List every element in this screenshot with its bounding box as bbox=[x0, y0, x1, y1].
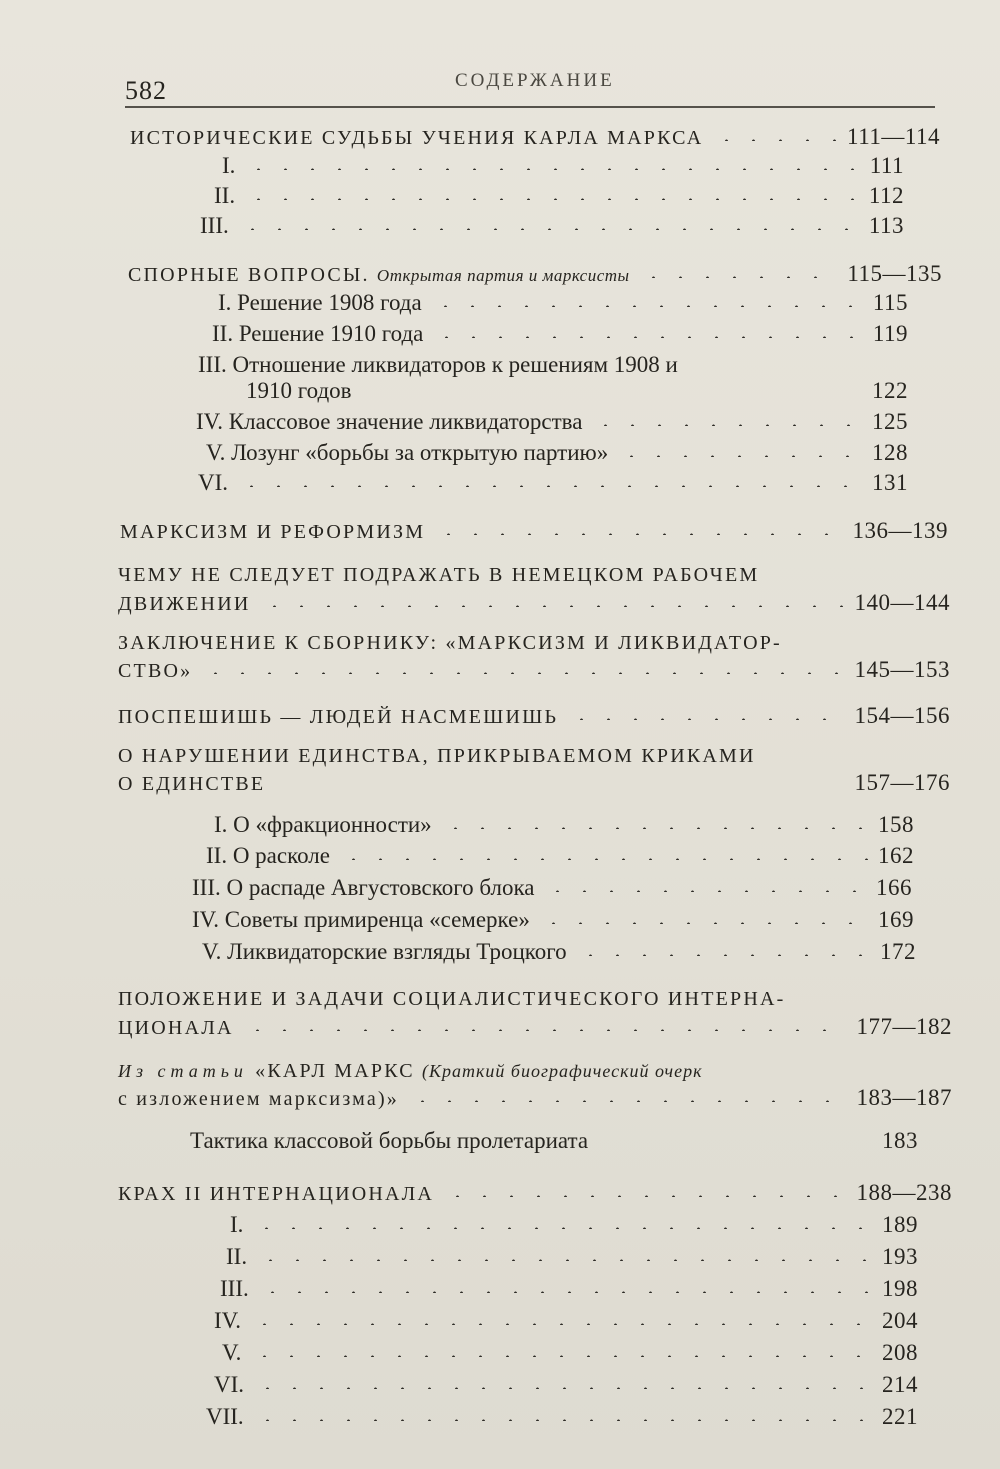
toc-entry-socialist-international bbox=[118, 1014, 952, 1040]
toc-subitem-page: 221 bbox=[882, 1404, 918, 1429]
toc-subitem-label: III. bbox=[200, 213, 229, 238]
toc-entry-title: ЦИОНАЛА bbox=[118, 1017, 234, 1039]
toc-subitem-label: II. Решение 1910 года bbox=[212, 321, 424, 346]
leader-dots bbox=[202, 672, 844, 674]
toc-entry-title-line: ЧЕМУ НЕ СЛЕДУЕТ ПОДРАЖАТЬ В НЕМЕЦКОМ РАБОЧЕМ bbox=[118, 564, 760, 586]
toc-subitem bbox=[192, 875, 912, 901]
toc-entry-title: МАРКСИЗМ И РЕФОРМИЗМ bbox=[120, 521, 426, 543]
leader-dots bbox=[238, 485, 862, 487]
leader-dots bbox=[433, 336, 862, 338]
leader-dots bbox=[251, 1355, 872, 1357]
toc-entry-subtitle: (Краткий биографический очерк bbox=[422, 1061, 703, 1081]
toc-subitem bbox=[206, 1404, 918, 1430]
toc-subitem-label: I. О «фракционности» bbox=[214, 812, 432, 837]
leader-dots bbox=[442, 827, 868, 829]
leader-dots bbox=[244, 1029, 847, 1031]
toc-entry-title-line: ПОЛОЖЕНИЕ И ЗАДАЧИ СОЦИАЛИСТИЧЕСКОГО ИНТЕРНА- bbox=[118, 988, 786, 1010]
toc-subitem-page: 122 bbox=[872, 378, 908, 403]
toc-entry-pages: 188—238 bbox=[856, 1180, 952, 1205]
leader-dots bbox=[592, 424, 862, 426]
toc-subitem-page: 172 bbox=[880, 939, 916, 964]
toc-subitem-label: VI. bbox=[214, 1372, 245, 1397]
toc-subitem-page: 162 bbox=[878, 843, 914, 868]
leader-dots bbox=[261, 605, 845, 607]
toc-entry-title: СТВО» bbox=[118, 660, 193, 682]
toc-subitem bbox=[220, 1276, 918, 1302]
toc-subitem-page: 208 bbox=[882, 1340, 918, 1365]
toc-subitem bbox=[198, 470, 908, 496]
toc-subitem-label: II. bbox=[214, 183, 236, 208]
page-number: 582 bbox=[125, 76, 167, 105]
toc-subitem-label: 1910 годов bbox=[246, 378, 352, 403]
leader-dots bbox=[713, 139, 837, 141]
toc-entry-title-line: ЗАКЛЮЧЕНИЕ К СБОРНИКУ: «МАРКСИЗМ И ЛИКВИДАТОР- bbox=[118, 632, 782, 654]
toc-entry-title: СПОРНЫЕ ВОПРОСЫ. bbox=[128, 264, 370, 286]
toc-subitem bbox=[222, 1340, 918, 1366]
toc-subitem bbox=[230, 1212, 918, 1238]
toc-subitem bbox=[202, 939, 916, 965]
toc-entry-german-movement bbox=[118, 590, 950, 616]
toc-subitem-continued bbox=[246, 378, 908, 404]
leader-dots bbox=[409, 1100, 846, 1102]
toc-entry-pages: 177—182 bbox=[856, 1014, 952, 1039]
toc-entry-title-line: О НАРУШЕНИИ ЕДИНСТВА, ПРИКРЫВАЕМОМ КРИКАМИ bbox=[118, 745, 756, 767]
toc-subitem-label: V. Лозунг «борьбы за открытую партию» bbox=[206, 440, 609, 465]
leader-dots bbox=[577, 954, 870, 956]
toc-subitem bbox=[206, 440, 908, 466]
toc-subitem-label: I. bbox=[222, 153, 236, 178]
toc-subitem-label: V. bbox=[222, 1340, 242, 1365]
toc-entry-pages: 136—139 bbox=[852, 518, 948, 543]
toc-entry-title: «КАРЛ МАРКС bbox=[255, 1060, 415, 1082]
toc-entry-hurry bbox=[118, 703, 950, 729]
toc-entry-karl-marx bbox=[118, 1085, 952, 1111]
toc-entry-pages: 154—156 bbox=[854, 703, 950, 728]
toc-entry-title: ДВИЖЕНИИ bbox=[118, 593, 251, 615]
toc-entry-pages: 115—135 bbox=[847, 261, 942, 286]
toc-subitem-page: 166 bbox=[876, 875, 912, 900]
leader-dots bbox=[540, 922, 868, 924]
toc-subitem-page: 119 bbox=[872, 321, 908, 346]
toc-entry-conclusion bbox=[118, 657, 950, 683]
toc-subitem-page: 113 bbox=[868, 213, 904, 238]
toc-subitem bbox=[190, 1128, 918, 1154]
toc-subitem-label: III. Отношение ликвидаторов к решениям 1908 и bbox=[198, 352, 678, 377]
toc-subitem-page: 125 bbox=[872, 409, 908, 434]
toc-entry-prefix: Из статьи bbox=[118, 1061, 248, 1081]
toc-subitem bbox=[214, 812, 914, 838]
leader-dots bbox=[259, 1291, 872, 1293]
toc-subitem-label: II. О расколе bbox=[206, 843, 330, 868]
leader-dots bbox=[568, 718, 844, 720]
toc-entry-pages: 140—144 bbox=[854, 590, 950, 615]
toc-subitem bbox=[200, 213, 904, 239]
toc-subitem-label: I. Решение 1908 года bbox=[218, 290, 422, 315]
toc-subitem bbox=[214, 183, 904, 209]
toc-entry-historical-fates bbox=[130, 124, 940, 150]
toc-subitem-page: 193 bbox=[882, 1244, 918, 1269]
leader-dots bbox=[640, 276, 838, 278]
toc-entry-pages: 145—153 bbox=[854, 657, 950, 682]
toc-entry-marxism-reformism bbox=[120, 518, 948, 544]
toc-subitem-label: V. Ликвидаторские взгляды Троцкого bbox=[202, 939, 567, 964]
toc-subitem-page: 115 bbox=[872, 290, 908, 315]
leader-dots bbox=[444, 1195, 846, 1197]
toc-entry-title: ПОСПЕШИШЬ — ЛЮДЕЙ НАСМЕШИШЬ bbox=[118, 706, 559, 728]
toc-subitem bbox=[218, 290, 908, 316]
toc-subitem-page: 158 bbox=[878, 812, 914, 837]
toc-subitem bbox=[212, 321, 908, 347]
leader-dots bbox=[254, 1387, 872, 1389]
toc-entry-pages: 183—187 bbox=[856, 1085, 952, 1110]
toc-subitem bbox=[206, 843, 914, 869]
toc-subitem-label: I. bbox=[230, 1212, 244, 1237]
toc-subitem-page: 111 bbox=[869, 153, 904, 178]
toc-subitem-page: 128 bbox=[872, 440, 908, 465]
toc-subitem bbox=[198, 352, 838, 378]
toc-subitem-label: IV. Классовое значение ликвидаторства bbox=[196, 409, 583, 434]
toc-subitem-label: II. bbox=[226, 1244, 248, 1269]
leader-dots bbox=[435, 533, 842, 535]
leader-dots bbox=[254, 1419, 872, 1421]
toc-subitem-label: Тактика классовой борьбы пролетариата bbox=[190, 1128, 589, 1153]
toc-subitem bbox=[226, 1244, 918, 1270]
toc-subitem bbox=[192, 907, 914, 933]
toc-subitem bbox=[214, 1308, 918, 1334]
toc-subitem bbox=[214, 1372, 918, 1398]
leader-dots bbox=[432, 305, 863, 307]
toc-subitem-page: 189 bbox=[882, 1212, 918, 1237]
toc-subitem-page: 198 bbox=[882, 1276, 918, 1301]
toc-subitem-label: VII. bbox=[206, 1404, 244, 1429]
toc-entry-subtitle: Открытая партия и марксисты bbox=[376, 266, 630, 285]
toc-subitem-label: IV. Советы примиренца «семерке» bbox=[192, 907, 530, 932]
toc-subitem bbox=[222, 153, 904, 179]
toc-subitem-page: 131 bbox=[872, 470, 908, 495]
toc-entry-collapse-international bbox=[118, 1180, 952, 1206]
toc-subitem-label: III. О распаде Августовского блока bbox=[192, 875, 535, 900]
toc-entry-unity bbox=[118, 770, 950, 796]
toc-subitem-label: III. bbox=[220, 1276, 249, 1301]
leader-dots bbox=[253, 1227, 872, 1229]
running-head: СОДЕРЖАНИЕ bbox=[455, 70, 615, 91]
toc-entry-title: ИСТОРИЧЕСКИЕ СУДЬБЫ УЧЕНИЯ КАРЛА МАРКСА bbox=[130, 127, 704, 149]
toc-entry-title-line bbox=[118, 1060, 703, 1083]
leader-dots bbox=[239, 228, 859, 230]
leader-dots bbox=[257, 1259, 872, 1261]
toc-subitem-page: 169 bbox=[878, 907, 914, 932]
toc-subitem-page: 112 bbox=[868, 183, 904, 208]
toc-entry-title: О ЕДИНСТВЕ bbox=[118, 773, 266, 795]
toc-subitem bbox=[196, 409, 908, 435]
leader-dots bbox=[245, 168, 859, 170]
leader-dots bbox=[544, 890, 866, 892]
toc-subitem-page: 183 bbox=[882, 1128, 918, 1153]
toc-entry-subtitle: с изложением марксизма)» bbox=[118, 1088, 400, 1110]
toc-subitem-label: IV. bbox=[214, 1308, 242, 1333]
leader-dots bbox=[340, 858, 868, 860]
leader-dots bbox=[618, 455, 862, 457]
toc-entry-title: КРАХ II ИНТЕРНАЦИОНАЛА bbox=[118, 1183, 435, 1205]
toc-subitem-label: VI. bbox=[198, 470, 229, 495]
toc-entry-pages: 157—176 bbox=[854, 770, 950, 795]
leader-dots bbox=[245, 198, 859, 200]
toc-entry-pages: 111—114 bbox=[847, 124, 940, 149]
leader-dots bbox=[251, 1323, 872, 1325]
toc-entry-disputed-questions bbox=[128, 261, 942, 287]
toc-subitem-page: 204 bbox=[882, 1308, 918, 1333]
toc-subitem-page: 214 bbox=[882, 1372, 918, 1397]
